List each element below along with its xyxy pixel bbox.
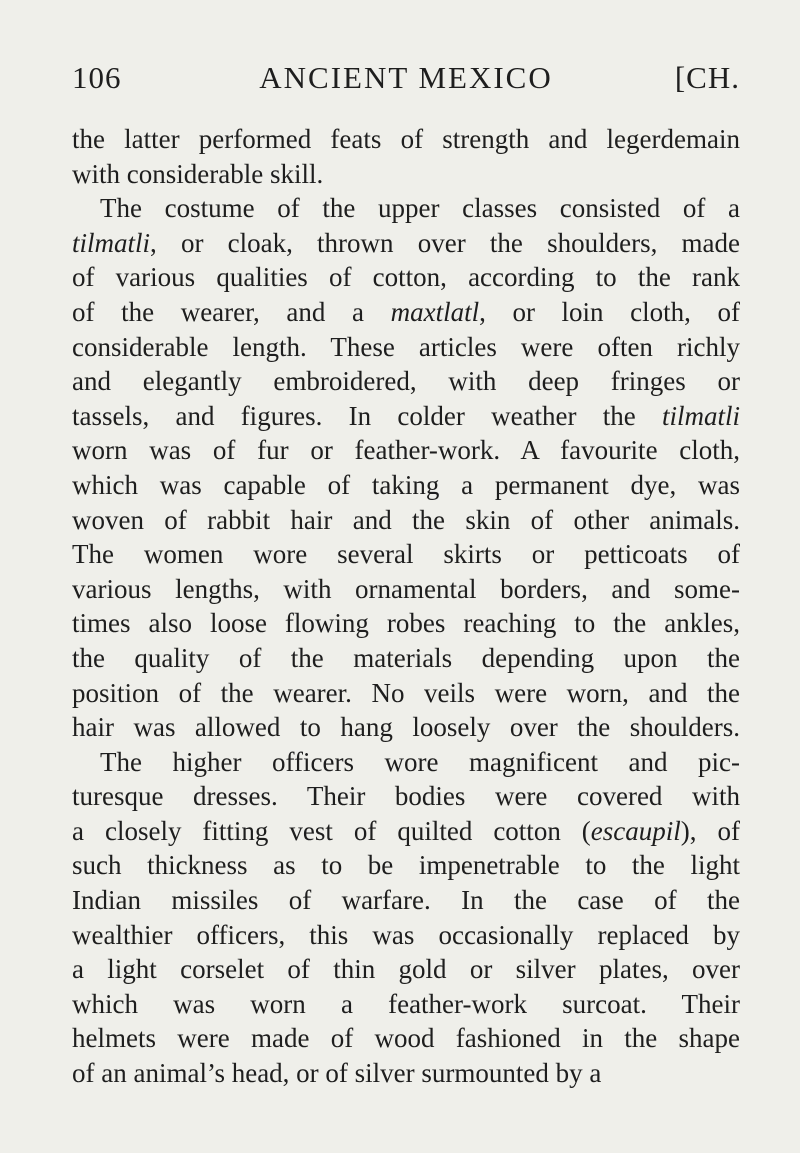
text-segment: worn was of fur or feather-work. A favourite cloth,	[72, 435, 740, 466]
text-line	[72, 364, 740, 399]
body-text	[72, 122, 740, 1091]
text-segment: considerable length. These articles were often richly	[72, 331, 740, 362]
text-line	[72, 606, 740, 641]
text-segment: various lengths, with ornamental borders, and some-	[72, 573, 740, 604]
text-line	[72, 1021, 740, 1056]
text-line	[72, 537, 740, 572]
text-segment: wealthier officers, this was occasionally replaced by	[72, 919, 740, 950]
running-header	[72, 60, 740, 100]
text-segment: of the wearer, and a	[72, 296, 391, 327]
italic-term: tilmatli	[72, 227, 151, 258]
italic-term: escaupil	[590, 815, 681, 846]
text-segment: turesque dresses. Their bodies were covered with	[72, 781, 740, 812]
text-line	[72, 260, 740, 295]
text-segment: the quality of the materials depending upon the	[72, 642, 740, 673]
italic-term: maxtlatl	[390, 296, 480, 327]
text-line	[72, 676, 740, 711]
page-number: 106	[72, 60, 122, 95]
text-line	[72, 779, 740, 814]
text-line	[72, 918, 740, 953]
text-line	[72, 399, 740, 434]
text-line	[72, 848, 740, 883]
text-line	[72, 468, 740, 503]
text-segment: , or loin cloth, of	[479, 296, 740, 327]
text-line	[72, 330, 740, 365]
text-segment: Indian missiles of warfare. In the case of the	[72, 885, 740, 916]
text-line	[72, 295, 740, 330]
chapter-mark: [CH.	[674, 60, 740, 95]
text-segment: times also loose flowing robes reaching to the ankles,	[72, 608, 740, 639]
text-segment: hair was allowed to hang loosely over the shoulders.	[72, 712, 740, 743]
text-segment: which was worn a feather-work surcoat. Their	[72, 988, 740, 1019]
text-line	[72, 433, 740, 468]
running-title: ANCIENT MEXICO	[259, 60, 553, 95]
text-line	[72, 191, 740, 226]
text-segment: The costume of the upper classes consisted of a	[100, 193, 740, 224]
text-line	[72, 503, 740, 538]
text-segment: woven of rabbit hair and the skin of other animals.	[72, 504, 740, 535]
text-line	[72, 710, 740, 745]
text-line	[72, 745, 740, 780]
text-line	[72, 157, 740, 192]
text-line	[72, 814, 740, 849]
text-segment: and elegantly embroidered, with deep fringes or	[72, 366, 740, 397]
text-segment: such thickness as to be impenetrable to the light	[72, 850, 740, 881]
text-segment: ), of	[680, 815, 740, 846]
text-segment: helmets were made of wood fashioned in the shape	[72, 1023, 740, 1054]
text-segment: which was capable of taking a permanent dye, was	[72, 469, 740, 500]
text-segment: tassels, and figures. In colder weather the	[72, 400, 662, 431]
text-line	[72, 572, 740, 607]
text-segment: with considerable skill.	[72, 158, 324, 189]
text-segment: a closely fitting vest of quilted cotton (	[72, 815, 591, 846]
text-line	[72, 883, 740, 918]
text-line	[72, 1056, 740, 1091]
text-segment: of an animal’s head, or of silver surmounted by a	[72, 1058, 602, 1089]
text-segment: position of the wearer. No veils were worn, and the	[72, 677, 740, 708]
text-segment: of various qualities of cotton, according to the rank	[72, 262, 740, 293]
italic-term: tilmatli	[661, 400, 740, 431]
text-line	[72, 122, 740, 157]
text-line	[72, 226, 740, 261]
text-line	[72, 987, 740, 1022]
text-segment: a light corselet of thin gold or silver plates, over	[72, 954, 740, 985]
text-segment: The higher officers wore magnificent and pic-	[100, 746, 740, 777]
text-segment: The women wore several skirts or petticoats of	[72, 539, 740, 570]
text-line	[72, 641, 740, 676]
text-segment: , or cloak, thrown over the shoulders, made	[150, 227, 740, 258]
text-segment: the latter performed feats of strength and legerdemain	[72, 124, 740, 154]
text-line	[72, 952, 740, 987]
